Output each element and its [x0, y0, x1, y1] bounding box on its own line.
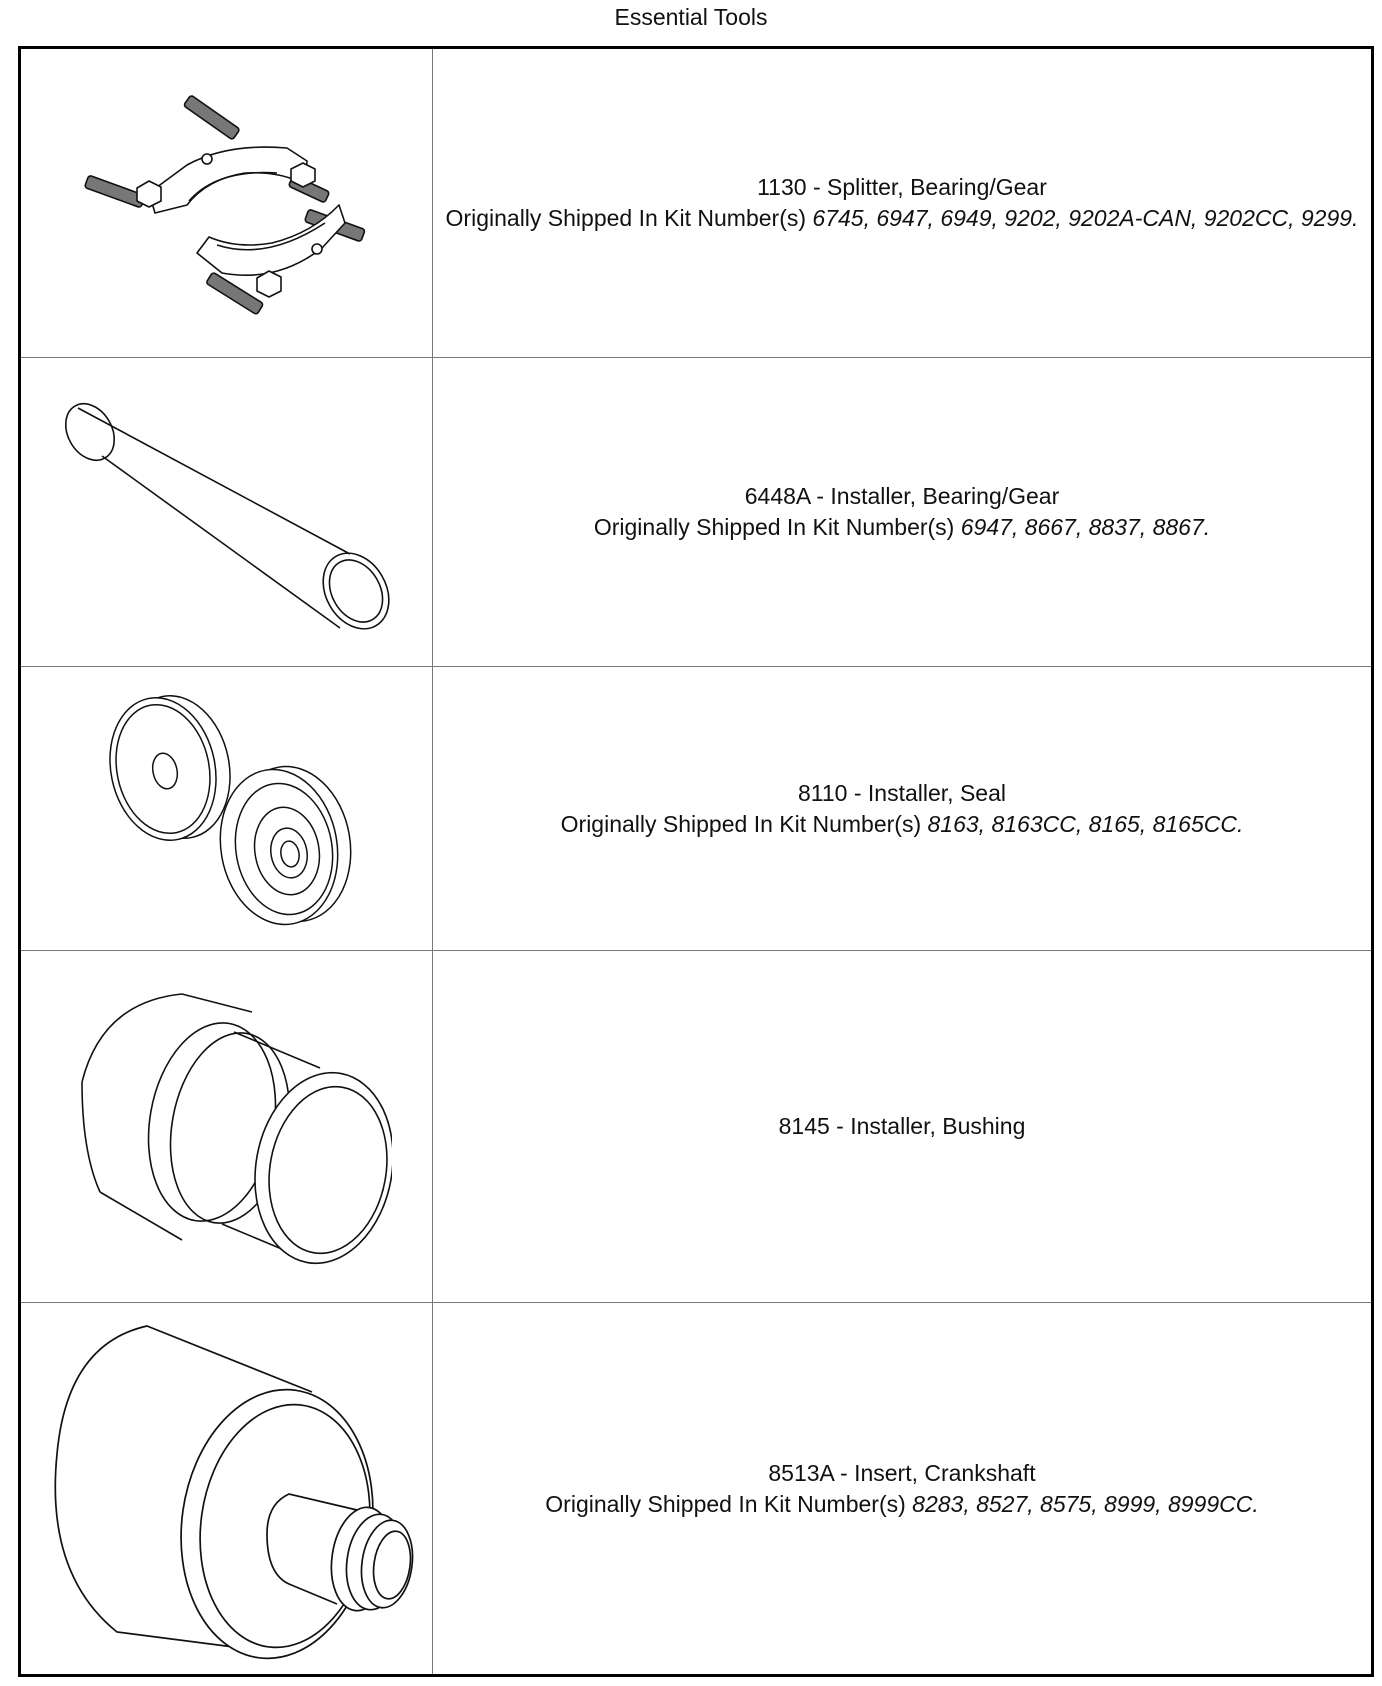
- tool-illustration-cell: [21, 951, 433, 1303]
- bearing-splitter-icon: [77, 73, 377, 333]
- kit-prefix: Originally Shipped In Kit Number(s): [560, 810, 922, 837]
- kit-numbers: 8283, 8527, 8575, 8999, 8999CC: [912, 1490, 1253, 1517]
- tool-name: 1130 - Splitter, Bearing/Gear: [757, 174, 1047, 200]
- seal-installer-icon: [87, 689, 367, 929]
- kit-suffix: .: [1252, 1490, 1259, 1517]
- tool-description-cell: [433, 951, 1371, 1303]
- bearing-installer-tube-icon: [42, 382, 412, 642]
- kit-numbers: 6947, 8667, 8837, 8867: [960, 514, 1204, 540]
- tool-description-cell: [433, 358, 1371, 667]
- page-title: Essential Tools: [614, 4, 768, 30]
- tool-name: 8513A - Insert, Crankshaft: [768, 1459, 1036, 1486]
- kit-suffix: .: [1352, 205, 1359, 231]
- tool-name: 8145 - Installer, Bushing: [778, 1113, 1026, 1139]
- tool-kit-line: [561, 809, 1244, 840]
- tool-kit-line: [446, 203, 1359, 234]
- tool-kit-line: [545, 1489, 1258, 1520]
- tool-illustration-cell: [21, 49, 433, 358]
- kit-numbers: 6745, 6947, 6949, 9202, 9202A-CAN, 9202CC, 9299: [812, 205, 1353, 231]
- bushing-installer-icon: [62, 972, 392, 1282]
- kit-suffix: .: [1236, 810, 1244, 837]
- kit-suffix: .: [1203, 514, 1211, 540]
- tool-illustration-cell: [21, 358, 433, 667]
- kit-numbers: 8163, 8163CC, 8165, 8165CC: [927, 810, 1237, 837]
- tool-description-cell: [433, 49, 1371, 358]
- tool-name: 6448A - Installer, Bearing/Gear: [744, 483, 1060, 509]
- tool-illustration-cell: [21, 1303, 433, 1674]
- essential-tools-table: [18, 46, 1374, 1677]
- kit-prefix: Originally Shipped In Kit Number(s): [593, 514, 955, 540]
- tool-description-cell: [433, 1303, 1371, 1674]
- tool-description-cell: [433, 667, 1371, 951]
- kit-prefix: Originally Shipped In Kit Number(s): [445, 205, 807, 231]
- tool-kit-line: [594, 512, 1210, 543]
- tool-illustration-cell: [21, 667, 433, 951]
- crankshaft-insert-icon: [27, 1314, 427, 1664]
- tool-name: 8110 - Installer, Seal: [798, 779, 1006, 806]
- kit-prefix: Originally Shipped In Kit Number(s): [545, 1490, 906, 1517]
